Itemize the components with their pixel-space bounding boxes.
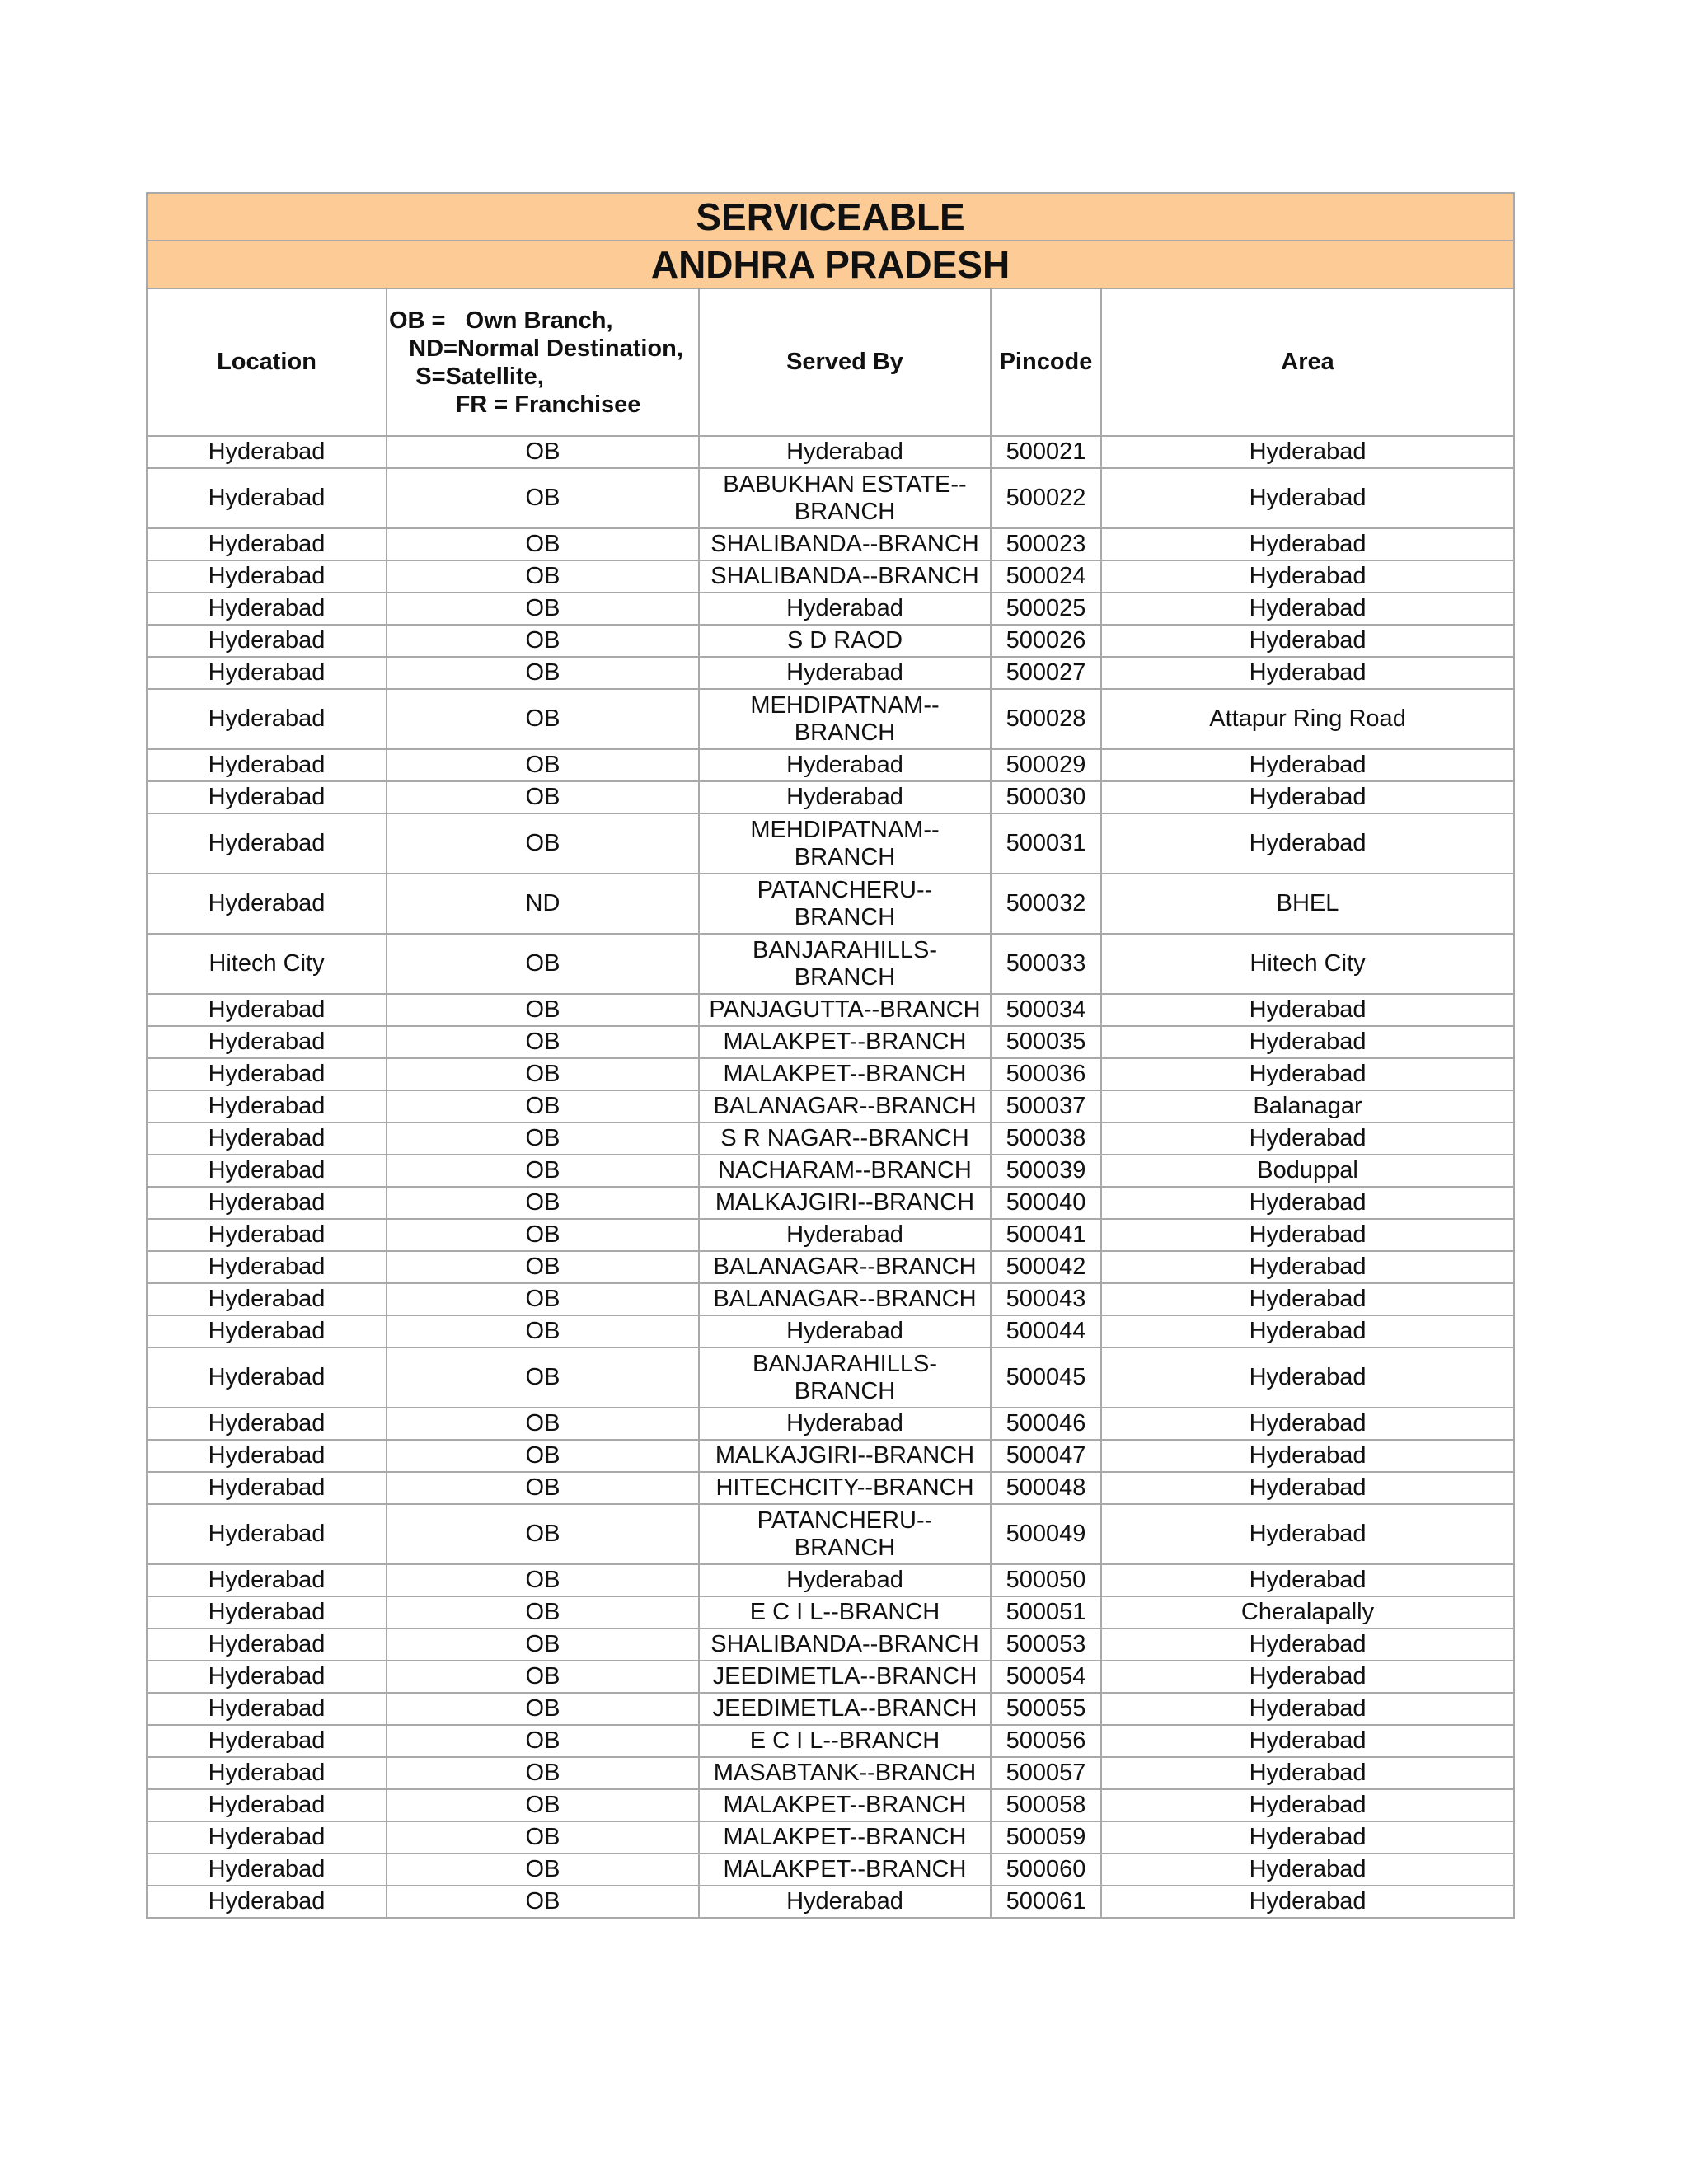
cell-pincode: 500036 (991, 1058, 1101, 1090)
cell-area: Hyderabad (1101, 1629, 1514, 1661)
cell-area: BHEL (1101, 874, 1514, 934)
cell-type: OB (387, 1629, 699, 1661)
serviceable-table (146, 192, 1515, 1919)
cell-location: Hyderabad (147, 1440, 387, 1472)
column-header-served-by: Served By (699, 288, 991, 436)
cell-location: Hyderabad (147, 1090, 387, 1122)
cell-served-by: MALAKPET--BRANCH (699, 1821, 991, 1854)
cell-pincode: 500040 (991, 1187, 1101, 1219)
cell-area: Hyderabad (1101, 1886, 1514, 1918)
cell-served-by: Hyderabad (699, 1564, 991, 1596)
cell-location: Hyderabad (147, 1757, 387, 1789)
served-by-line: MEHDIPATNAM-- (750, 691, 940, 719)
table-row (147, 1219, 1514, 1251)
cell-area: Hyderabad (1101, 468, 1514, 528)
table-row (147, 593, 1514, 625)
cell-pincode: 500022 (991, 468, 1101, 528)
cell-area: Hyderabad (1101, 1564, 1514, 1596)
cell-served-by (699, 813, 991, 874)
table-row (147, 749, 1514, 781)
cell-location: Hyderabad (147, 468, 387, 528)
cell-area: Hyderabad (1101, 781, 1514, 813)
cell-area: Hyderabad (1101, 1026, 1514, 1058)
served-by-line: PATANCHERU-- (757, 1507, 933, 1534)
table-row (147, 1122, 1514, 1155)
cell-pincode: 500041 (991, 1219, 1101, 1251)
cell-pincode: 500021 (991, 436, 1101, 468)
cell-area: Hyderabad (1101, 436, 1514, 468)
cell-type: OB (387, 1408, 699, 1440)
cell-served-by: Hyderabad (699, 657, 991, 689)
cell-pincode: 500032 (991, 874, 1101, 934)
cell-type: OB (387, 1187, 699, 1219)
table-body (147, 436, 1514, 1918)
cell-pincode: 500050 (991, 1564, 1101, 1596)
cell-location: Hyderabad (147, 1564, 387, 1596)
cell-type: OB (387, 1440, 699, 1472)
cell-served-by: MALAKPET--BRANCH (699, 1854, 991, 1886)
cell-served-by (699, 468, 991, 528)
cell-area: Hyderabad (1101, 1219, 1514, 1251)
cell-area: Hyderabad (1101, 657, 1514, 689)
cell-location: Hyderabad (147, 1821, 387, 1854)
cell-type: OB (387, 1347, 699, 1408)
table-row (147, 1472, 1514, 1504)
cell-area: Hyderabad (1101, 1725, 1514, 1757)
cell-type: OB (387, 1058, 699, 1090)
cell-area: Hyderabad (1101, 1693, 1514, 1725)
table-row (147, 874, 1514, 934)
cell-pincode: 500033 (991, 934, 1101, 994)
legend-line: OB = Own Branch, (389, 307, 613, 334)
cell-type: OB (387, 1155, 699, 1187)
cell-area: Hyderabad (1101, 1789, 1514, 1821)
cell-area: Hyderabad (1101, 1472, 1514, 1504)
cell-pincode: 500054 (991, 1661, 1101, 1693)
cell-served-by: SHALIBANDA--BRANCH (699, 560, 991, 593)
table-row (147, 1440, 1514, 1472)
cell-area: Hyderabad (1101, 1283, 1514, 1315)
cell-pincode: 500059 (991, 1821, 1101, 1854)
cell-location: Hyderabad (147, 1219, 387, 1251)
cell-served-by: MALAKPET--BRANCH (699, 1026, 991, 1058)
table-row (147, 934, 1514, 994)
cell-location: Hyderabad (147, 593, 387, 625)
cell-served-by: JEEDIMETLA--BRANCH (699, 1693, 991, 1725)
cell-type: OB (387, 1122, 699, 1155)
cell-type: OB (387, 1090, 699, 1122)
legend-line: FR = Franchisee (389, 391, 641, 418)
cell-area: Hyderabad (1101, 625, 1514, 657)
table-row (147, 1564, 1514, 1596)
cell-pincode: 500046 (991, 1408, 1101, 1440)
cell-served-by (699, 874, 991, 934)
cell-location: Hyderabad (147, 1347, 387, 1408)
cell-served-by (699, 934, 991, 994)
cell-area: Hyderabad (1101, 560, 1514, 593)
cell-area: Hyderabad (1101, 1821, 1514, 1854)
cell-pincode: 500029 (991, 749, 1101, 781)
cell-area: Hyderabad (1101, 1058, 1514, 1090)
cell-type: OB (387, 813, 699, 874)
cell-type: OB (387, 1789, 699, 1821)
table-row (147, 1629, 1514, 1661)
cell-type: OB (387, 560, 699, 593)
served-by-line: PATANCHERU-- (757, 876, 933, 903)
cell-area: Balanagar (1101, 1090, 1514, 1122)
cell-type: OB (387, 1886, 699, 1918)
cell-type: OB (387, 1219, 699, 1251)
cell-location: Hyderabad (147, 528, 387, 560)
cell-served-by: S R NAGAR--BRANCH (699, 1122, 991, 1155)
cell-pincode: 500051 (991, 1596, 1101, 1629)
cell-type: OB (387, 1472, 699, 1504)
table-row (147, 1821, 1514, 1854)
legend-line: ND=Normal Destination, (389, 335, 683, 362)
served-by-line: BRANCH (794, 843, 896, 870)
table-row (147, 1058, 1514, 1090)
cell-type: OB (387, 994, 699, 1026)
cell-served-by: MALAKPET--BRANCH (699, 1058, 991, 1090)
cell-type: OB (387, 1564, 699, 1596)
table-row (147, 657, 1514, 689)
cell-pincode: 500025 (991, 593, 1101, 625)
cell-pincode: 500061 (991, 1886, 1101, 1918)
cell-location: Hyderabad (147, 1408, 387, 1440)
cell-served-by: E C I L--BRANCH (699, 1596, 991, 1629)
table-row (147, 813, 1514, 874)
cell-type: OB (387, 625, 699, 657)
table-row (147, 1347, 1514, 1408)
cell-area: Hyderabad (1101, 1251, 1514, 1283)
cell-served-by: SHALIBANDA--BRANCH (699, 528, 991, 560)
cell-location: Hyderabad (147, 1596, 387, 1629)
cell-pincode: 500058 (991, 1789, 1101, 1821)
cell-pincode: 500047 (991, 1440, 1101, 1472)
cell-location: Hyderabad (147, 1283, 387, 1315)
column-header-location: Location (147, 288, 387, 436)
served-by-line: BRANCH (794, 1534, 896, 1561)
cell-type: OB (387, 1504, 699, 1564)
cell-pincode: 500056 (991, 1725, 1101, 1757)
served-by-line: BANJARAHILLS- (752, 1350, 937, 1377)
cell-served-by: BALANAGAR--BRANCH (699, 1090, 991, 1122)
cell-served-by: Hyderabad (699, 749, 991, 781)
state-title: ANDHRA PRADESH (147, 241, 1514, 288)
cell-area: Hyderabad (1101, 1854, 1514, 1886)
page-title: SERVICEABLE (147, 193, 1514, 241)
cell-location: Hyderabad (147, 1187, 387, 1219)
cell-type: OB (387, 1854, 699, 1886)
table-row (147, 1283, 1514, 1315)
table-row (147, 1854, 1514, 1886)
cell-type: OB (387, 528, 699, 560)
cell-location: Hyderabad (147, 1661, 387, 1693)
cell-served-by: Hyderabad (699, 436, 991, 468)
cell-area: Hyderabad (1101, 1408, 1514, 1440)
cell-served-by: HITECHCITY--BRANCH (699, 1472, 991, 1504)
table-row (147, 468, 1514, 528)
table-row (147, 1155, 1514, 1187)
cell-served-by: Hyderabad (699, 781, 991, 813)
cell-location: Hyderabad (147, 1854, 387, 1886)
served-by-line: BANJARAHILLS- (752, 936, 937, 963)
served-by-line: MEHDIPATNAM-- (750, 816, 940, 843)
cell-location: Hyderabad (147, 657, 387, 689)
cell-location: Hyderabad (147, 1629, 387, 1661)
cell-served-by: S D RAOD (699, 625, 991, 657)
cell-served-by: BALANAGAR--BRANCH (699, 1283, 991, 1315)
cell-pincode: 500028 (991, 689, 1101, 749)
cell-pincode: 500035 (991, 1026, 1101, 1058)
cell-served-by: MASABTANK--BRANCH (699, 1757, 991, 1789)
table-row (147, 528, 1514, 560)
cell-type: OB (387, 1661, 699, 1693)
table-row (147, 1187, 1514, 1219)
cell-type: OB (387, 749, 699, 781)
cell-type: OB (387, 1026, 699, 1058)
cell-served-by: MALAKPET--BRANCH (699, 1789, 991, 1821)
table-row (147, 1757, 1514, 1789)
legend-line: S=Satellite, (389, 363, 544, 390)
cell-served-by: Hyderabad (699, 593, 991, 625)
cell-location: Hyderabad (147, 1886, 387, 1918)
cell-location: Hyderabad (147, 436, 387, 468)
table-row (147, 1693, 1514, 1725)
cell-area: Attapur Ring Road (1101, 689, 1514, 749)
cell-area: Hyderabad (1101, 994, 1514, 1026)
cell-location: Hyderabad (147, 1693, 387, 1725)
cell-served-by: MALKAJGIRI--BRANCH (699, 1440, 991, 1472)
cell-area: Hyderabad (1101, 1504, 1514, 1564)
cell-area: Hyderabad (1101, 1661, 1514, 1693)
cell-served-by: NACHARAM--BRANCH (699, 1155, 991, 1187)
cell-area: Hyderabad (1101, 813, 1514, 874)
table-row (147, 1661, 1514, 1693)
cell-pincode: 500027 (991, 657, 1101, 689)
cell-area: Boduppal (1101, 1155, 1514, 1187)
cell-location: Hyderabad (147, 1058, 387, 1090)
cell-pincode: 500042 (991, 1251, 1101, 1283)
cell-type: OB (387, 1251, 699, 1283)
table-row (147, 689, 1514, 749)
cell-pincode: 500034 (991, 994, 1101, 1026)
served-by-line: BRANCH (794, 498, 896, 525)
table-row (147, 1504, 1514, 1564)
table-row (147, 1090, 1514, 1122)
cell-area: Hyderabad (1101, 1440, 1514, 1472)
cell-type: OB (387, 689, 699, 749)
cell-location: Hyderabad (147, 1251, 387, 1283)
table-row (147, 560, 1514, 593)
table-row (147, 1596, 1514, 1629)
cell-location: Hyderabad (147, 1789, 387, 1821)
cell-location: Hyderabad (147, 813, 387, 874)
cell-location: Hyderabad (147, 874, 387, 934)
cell-type: OB (387, 1283, 699, 1315)
cell-pincode: 500055 (991, 1693, 1101, 1725)
cell-served-by: MALKAJGIRI--BRANCH (699, 1187, 991, 1219)
table-row (147, 1725, 1514, 1757)
cell-area: Hyderabad (1101, 1347, 1514, 1408)
cell-location: Hyderabad (147, 781, 387, 813)
cell-location: Hyderabad (147, 1315, 387, 1347)
cell-pincode: 500060 (991, 1854, 1101, 1886)
cell-pincode: 500023 (991, 528, 1101, 560)
cell-location: Hyderabad (147, 994, 387, 1026)
cell-served-by: Hyderabad (699, 1408, 991, 1440)
cell-type: OB (387, 657, 699, 689)
cell-served-by (699, 1504, 991, 1564)
cell-area: Hyderabad (1101, 593, 1514, 625)
cell-location: Hyderabad (147, 625, 387, 657)
cell-area: Hyderabad (1101, 1122, 1514, 1155)
cell-pincode: 500037 (991, 1090, 1101, 1122)
column-header-legend (387, 288, 699, 436)
cell-served-by: Hyderabad (699, 1315, 991, 1347)
column-header-area: Area (1101, 288, 1514, 436)
cell-location: Hyderabad (147, 560, 387, 593)
table-row (147, 994, 1514, 1026)
cell-served-by (699, 689, 991, 749)
table-row (147, 1886, 1514, 1918)
cell-pincode: 500045 (991, 1347, 1101, 1408)
cell-area: Hyderabad (1101, 1187, 1514, 1219)
cell-type: OB (387, 1821, 699, 1854)
served-by-line: BRANCH (794, 1377, 896, 1404)
served-by-line: BABUKHAN ESTATE-- (723, 471, 967, 498)
cell-location: Hyderabad (147, 749, 387, 781)
cell-area: Hyderabad (1101, 749, 1514, 781)
cell-served-by: SHALIBANDA--BRANCH (699, 1629, 991, 1661)
cell-location: Hyderabad (147, 1122, 387, 1155)
cell-location: Hitech City (147, 934, 387, 994)
table-row (147, 781, 1514, 813)
table-row (147, 1789, 1514, 1821)
cell-location: Hyderabad (147, 1026, 387, 1058)
cell-pincode: 500026 (991, 625, 1101, 657)
served-by-line: BRANCH (794, 719, 896, 746)
cell-type: OB (387, 1596, 699, 1629)
cell-pincode: 500053 (991, 1629, 1101, 1661)
cell-served-by: Hyderabad (699, 1886, 991, 1918)
cell-type: OB (387, 1725, 699, 1757)
cell-pincode: 500048 (991, 1472, 1101, 1504)
cell-type: ND (387, 874, 699, 934)
cell-served-by: JEEDIMETLA--BRANCH (699, 1661, 991, 1693)
cell-pincode: 500030 (991, 781, 1101, 813)
cell-pincode: 500038 (991, 1122, 1101, 1155)
cell-location: Hyderabad (147, 689, 387, 749)
table-row (147, 1026, 1514, 1058)
cell-type: OB (387, 1315, 699, 1347)
cell-served-by: E C I L--BRANCH (699, 1725, 991, 1757)
served-by-line: BRANCH (794, 963, 896, 991)
cell-area: Cheralapally (1101, 1596, 1514, 1629)
cell-type: OB (387, 781, 699, 813)
cell-pincode: 500024 (991, 560, 1101, 593)
table-row (147, 436, 1514, 468)
cell-area: Hyderabad (1101, 1757, 1514, 1789)
cell-pincode: 500049 (991, 1504, 1101, 1564)
cell-area: Hyderabad (1101, 1315, 1514, 1347)
cell-type: OB (387, 468, 699, 528)
table-row (147, 1408, 1514, 1440)
cell-served-by: PANJAGUTTA--BRANCH (699, 994, 991, 1026)
cell-area: Hyderabad (1101, 528, 1514, 560)
cell-served-by (699, 1347, 991, 1408)
cell-served-by: Hyderabad (699, 1219, 991, 1251)
cell-type: OB (387, 934, 699, 994)
cell-area: Hitech City (1101, 934, 1514, 994)
table-row (147, 1315, 1514, 1347)
cell-location: Hyderabad (147, 1725, 387, 1757)
cell-location: Hyderabad (147, 1504, 387, 1564)
table-row (147, 1251, 1514, 1283)
table-row (147, 625, 1514, 657)
cell-pincode: 500039 (991, 1155, 1101, 1187)
cell-type: OB (387, 436, 699, 468)
column-header-pincode: Pincode (991, 288, 1101, 436)
cell-pincode: 500031 (991, 813, 1101, 874)
cell-type: OB (387, 1757, 699, 1789)
cell-pincode: 500057 (991, 1757, 1101, 1789)
cell-served-by: BALANAGAR--BRANCH (699, 1251, 991, 1283)
cell-pincode: 500043 (991, 1283, 1101, 1315)
cell-pincode: 500044 (991, 1315, 1101, 1347)
cell-location: Hyderabad (147, 1155, 387, 1187)
cell-type: OB (387, 593, 699, 625)
cell-type: OB (387, 1693, 699, 1725)
cell-location: Hyderabad (147, 1472, 387, 1504)
served-by-line: BRANCH (794, 903, 896, 930)
